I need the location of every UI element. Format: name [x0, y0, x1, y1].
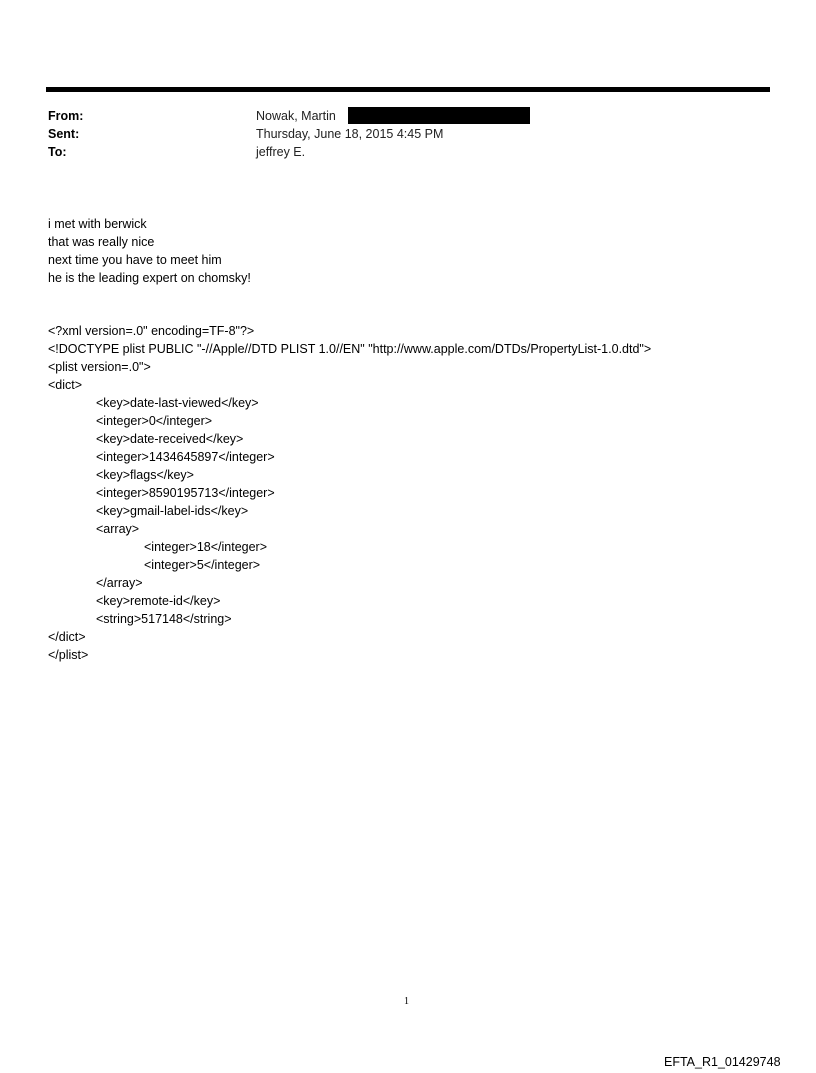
from-label: From:: [48, 109, 84, 123]
plist-line: <key>date-last-viewed</key>: [96, 396, 259, 410]
plist-line: </array>: [96, 576, 143, 590]
plist-line: <dict>: [48, 378, 83, 392]
plist-line: </dict>: [48, 630, 86, 644]
page-number: 1: [404, 996, 409, 1007]
message-line: next time you have to meet him: [48, 253, 222, 267]
plist-line: </plist>: [48, 648, 89, 662]
plist-line: <key>flags</key>: [96, 468, 194, 482]
message-line: i met with berwick: [48, 217, 147, 231]
plist-line: <array>: [96, 522, 140, 536]
plist-line: <integer>0</integer>: [96, 414, 213, 428]
to-value: jeffrey E.: [256, 145, 306, 159]
bates-number: EFTA_R1_01429748: [664, 1055, 781, 1069]
from-value: Nowak, Martin: [256, 109, 336, 123]
plist-line: <!DOCTYPE plist PUBLIC "-//Apple//DTD PLIST 1.0//EN" "http://www.apple.com/DTDs/PropertyList-1.0.dtd">: [48, 342, 652, 356]
plist-line: <?xml version=.0" encoding=TF-8"?>: [48, 324, 255, 338]
plist-line: <integer>18</integer>: [144, 540, 268, 554]
redaction-box: [348, 107, 530, 124]
plist-line: <key>date-received</key>: [96, 432, 244, 446]
plist-line: <integer>8590195713</integer>: [96, 486, 275, 500]
plist-line: <key>gmail-label-ids</key>: [96, 504, 249, 518]
message-line: he is the leading expert on chomsky!: [48, 271, 251, 285]
plist-line: <integer>5</integer>: [144, 558, 261, 572]
plist-line: <key>remote-id</key>: [96, 594, 221, 608]
header-rule: [46, 87, 770, 92]
plist-line: <plist version=.0">: [48, 360, 151, 374]
plist-line: <integer>1434645897</integer>: [96, 450, 275, 464]
plist-line: <string>517148</string>: [96, 612, 232, 626]
sent-label: Sent:: [48, 127, 80, 141]
sent-value: Thursday, June 18, 2015 4:45 PM: [256, 127, 444, 141]
to-label: To:: [48, 145, 67, 159]
message-line: that was really nice: [48, 235, 155, 249]
